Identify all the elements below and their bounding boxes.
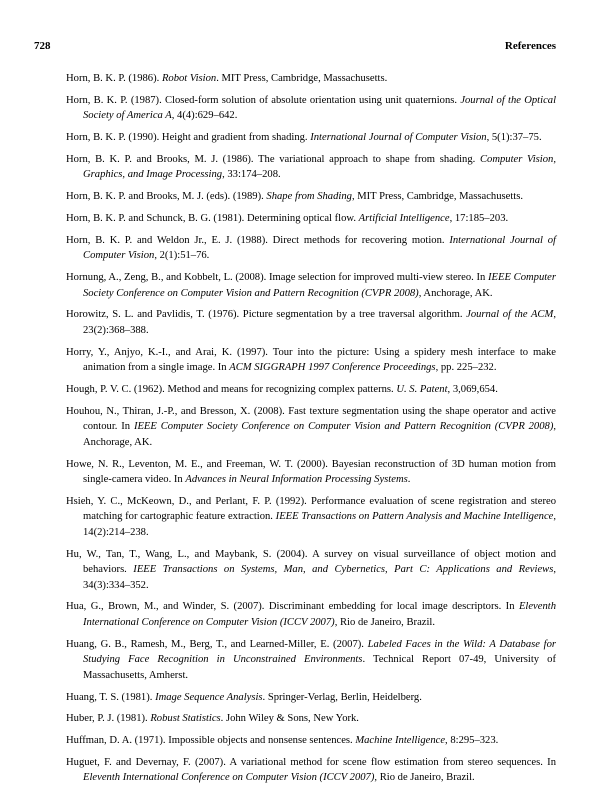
reference-venue: Computer Vision, Graphics, and Image Processing [83, 153, 556, 181]
reference-venue: International Journal of Computer Vision [83, 234, 557, 262]
reference-details: , Anchorage, AK. [418, 287, 493, 299]
reference-authors-title: Horry, Y., Anjyo, K.-I., and Arai, K. (1997). Tour into the picture: Using a spidery mesh interface to make animation from a single image. In [66, 346, 556, 374]
reference-entry [66, 637, 556, 684]
reference-details: , 4(4):629–642. [171, 110, 238, 122]
reference-authors-title: Huang, T. S. (1981). [66, 691, 156, 703]
reference-entry [66, 711, 556, 727]
reference-authors-title: Howe, N. R., Leventon, M. E., and Freeman, W. T. (2000). Bayesian reconstruction of 3D human motion from single-camera video. In [66, 458, 556, 486]
reference-list [66, 71, 556, 786]
reference-details: , 17:185–203. [449, 212, 509, 224]
reference-venue: Robust Statistics [150, 713, 221, 725]
reference-venue: IEEE Computer Society Conference on Computer Vision and Pattern Recognition (CVPR 2008) [133, 421, 554, 433]
reference-details: , Anchorage, AK. [83, 421, 557, 448]
reference-details: , Rio de Janeiro, Brazil. [374, 772, 475, 784]
reference-details: , 14(2):214–238. [83, 511, 557, 538]
reference-venue: Robot Vision [161, 73, 217, 84]
reference-entry [66, 71, 556, 87]
reference-entry [66, 307, 556, 338]
reference-authors-title: Houhou, N., Thiran, J.-P., and Bresson, X. (2008). Fast texture segmentation using the shape operator and active contour. In [66, 405, 556, 433]
reference-venue: International Journal of Computer Vision [310, 132, 487, 144]
reference-entry [66, 130, 556, 146]
reference-authors-title: Hsieh, Y. C., McKeown, D., and Perlant, F. P. (1992). Performance evaluation of scene registration and stereo matching for cartographic feature extraction. [66, 495, 556, 523]
reference-venue: Journal of the ACM [466, 309, 554, 321]
reference-entry [66, 270, 556, 301]
reference-venue: Journal of the Optical Society of America A [83, 94, 557, 122]
reference-entry [66, 152, 556, 183]
reference-details: , MIT Press, Cambridge, Massachusetts. [351, 191, 523, 203]
reference-authors-title: Horn, B. K. P. (1990). Height and gradient from shading. [66, 132, 311, 144]
reference-venue: Eleventh International Conference on Computer Vision (ICCV 2007) [83, 772, 375, 784]
reference-entry [66, 755, 556, 786]
reference-venue: Image Sequence Analysis [155, 691, 263, 703]
reference-venue: Artificial Intelligence [358, 212, 450, 224]
reference-venue: U. S. Patent [396, 383, 448, 395]
section-title: References [504, 40, 556, 52]
reference-details: . Springer-Verlag, Berlin, Heidelberg. [262, 691, 422, 703]
reference-details: . John Wiley & Sons, New York. [220, 713, 359, 725]
reference-authors-title: Hough, P. V. C. (1962). Method and means for recognizing complex patterns. [66, 383, 397, 395]
reference-entry [66, 404, 556, 451]
reference-entry [66, 457, 556, 488]
reference-venue: ACM SIGGRAPH 1997 Conference Proceedings [229, 362, 436, 374]
reference-entry [66, 382, 556, 398]
reference-venue: Advances in Neural Information Processing Systems [185, 474, 408, 486]
reference-venue: IEEE Transactions on Pattern Analysis and Machine Intelligence [275, 511, 554, 523]
reference-entry [66, 547, 556, 594]
reference-entry [66, 211, 556, 227]
reference-entry [66, 733, 556, 749]
reference-details: . MIT Press, Cambridge, Massachusetts. [216, 73, 388, 84]
reference-venue: Eleventh International Conference on Computer Vision (ICCV 2007) [83, 601, 556, 628]
reference-venue: Labeled Faces in the Wild: A Database for Studying Face Recognition in Unconstrained Environments [83, 638, 557, 666]
page-number: 728 [34, 40, 51, 52]
reference-authors-title: Horn, B. K. P. (1986). [66, 73, 162, 84]
reference-entry [66, 690, 556, 706]
reference-details: , 3,069,654. [447, 383, 498, 395]
reference-venue: IEEE Computer Society Conference on Computer Vision and Pattern Recognition (CVPR 2008) [83, 272, 557, 299]
reference-details: . Technical Report 07-49, University of Massachusetts, Amherst. [83, 654, 556, 681]
reference-details: . [407, 474, 411, 486]
reference-details: , 8:295–323. [445, 735, 499, 747]
reference-authors-title: Hornung, A., Zeng, B., and Kobbelt, L. (2008). Image selection for improved multi-view stereo. In [66, 272, 489, 284]
reference-details: , 5(1):37–75. [486, 132, 542, 144]
reference-details: , Rio de Janeiro, Brazil. [334, 616, 436, 628]
reference-authors-title: Horn, B. K. P. and Schunck, B. G. (1981). Determining optical flow. [66, 212, 359, 224]
reference-details: , 34(3):334–352. [83, 564, 557, 591]
reference-authors-title: Horn, B. K. P. and Brooks, M. J. (eds). (1989). [66, 191, 267, 203]
reference-venue: IEEE Transactions on Systems, Man, and Cybernetics, Part C: Applications and Reviews [133, 564, 554, 576]
reference-entry [66, 233, 556, 264]
reference-authors-title: Horn, B. K. P. and Weldon Jr., E. J. (1988). Direct methods for recovering motion. [66, 234, 450, 246]
reference-authors-title: Huguet, F. and Devernay, F. (2007). A variational method for scene flow estimation from stereo sequences. In [66, 756, 556, 768]
reference-entry [66, 345, 556, 376]
reference-details: , 33:174–208. [222, 169, 281, 181]
reference-details: , pp. 225–232. [435, 362, 497, 374]
reference-entry [66, 599, 556, 630]
reference-entry [66, 93, 556, 124]
reference-authors-title: Hu, W., Tan, T., Wang, L., and Maybank, S. (2004). A survey on visual surveillance of object motion and behaviors. [66, 548, 556, 576]
reference-authors-title: Huber, P. J. (1981). [66, 713, 151, 725]
reference-authors-title: Horowitz, S. L. and Pavlidis, T. (1976). Picture segmentation by a tree traversal algorithm. [66, 309, 467, 321]
reference-entry [66, 189, 556, 205]
reference-authors-title: Hua, G., Brown, M., and Winder, S. (2007). Discriminant embedding for local image descriptors. In [66, 601, 519, 613]
reference-authors-title: Huffman, D. A. (1971). Impossible objects and nonsense sentences. [66, 735, 356, 747]
reference-details: , 2(1):51–76. [154, 250, 210, 262]
reference-entry [66, 494, 556, 541]
reference-authors-title: Horn, B. K. P. (1987). Closed-form solution of absolute orientation using unit quaternions. [66, 94, 461, 106]
reference-authors-title: Huang, G. B., Ramesh, M., Berg, T., and Learned-Miller, E. (2007). [66, 638, 368, 650]
reference-venue: Machine Intelligence [355, 735, 446, 747]
reference-details: , 23(2):368–388. [83, 309, 556, 336]
reference-authors-title: Horn, B. K. P. and Brooks, M. J. (1986). The variational approach to shape from shading. [66, 153, 480, 165]
running-header [34, 40, 556, 53]
reference-venue: Shape from Shading [266, 191, 352, 203]
